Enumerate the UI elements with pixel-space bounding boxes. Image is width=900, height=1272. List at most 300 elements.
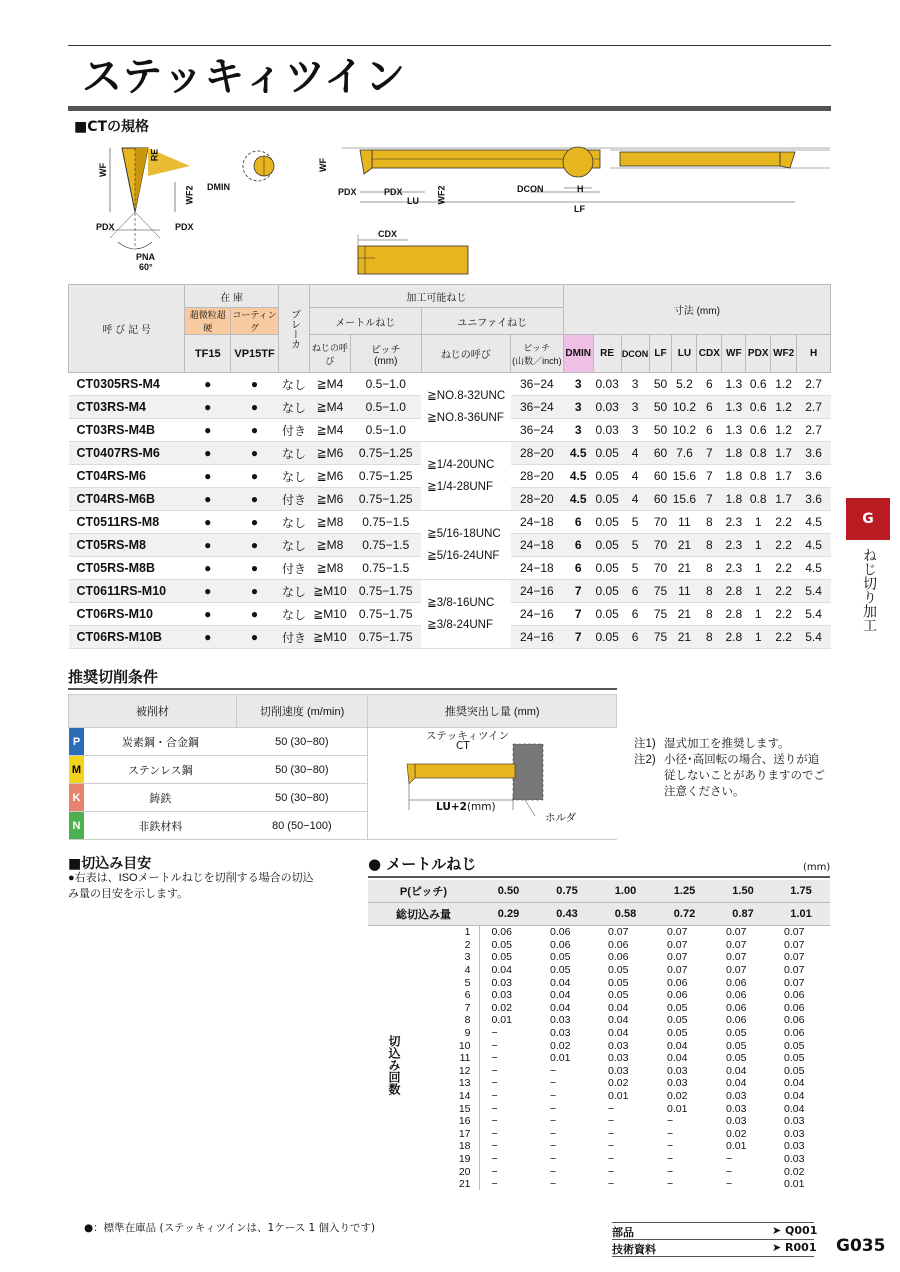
th-dcon: DCON xyxy=(621,335,649,373)
depth-value: 0.05 xyxy=(479,939,538,952)
label-wf: WF xyxy=(98,163,108,177)
depth-value: − xyxy=(479,1090,538,1103)
depth-value: 0.03 xyxy=(726,1090,747,1103)
dim-h: 3.6 xyxy=(797,488,831,511)
th-grade2: コーティング xyxy=(231,308,279,335)
dim-dmin: 6 xyxy=(563,511,593,534)
cutting-speed: 50 (30−80) xyxy=(236,756,368,784)
footer-rule-2 xyxy=(612,1239,814,1240)
metric-thread: ≧M6 xyxy=(309,465,350,488)
material: 鋳鉄 xyxy=(84,784,236,812)
material: 非鉄材料 xyxy=(84,812,236,840)
depth-value: 0.03 xyxy=(479,989,538,1002)
dim-re: 0.05 xyxy=(593,580,621,603)
depth-value: − xyxy=(608,1115,615,1128)
top-rule xyxy=(68,45,831,46)
unified-thread: ≧5/16-18UNC ≧5/16-24UNF xyxy=(421,511,510,580)
dim-h: 3.6 xyxy=(797,465,831,488)
breaker: 付き xyxy=(278,488,309,511)
dim-cdx: 8 xyxy=(697,557,722,580)
th-threads: 加工可能ねじ xyxy=(309,285,563,308)
stock-tf15: ● xyxy=(185,396,231,419)
metric-thread: ≧M4 xyxy=(309,373,350,396)
depth-value: 0.06 xyxy=(667,989,688,1002)
dim-lu: 21 xyxy=(672,626,697,649)
dim-wf2: 2.2 xyxy=(771,511,797,534)
stock-vp15tf: ● xyxy=(231,534,279,557)
depth-value: 0.06 xyxy=(784,989,805,1002)
depth-value: 0.05 xyxy=(550,964,571,977)
dim-cdx: 7 xyxy=(697,442,722,465)
stock-tf15: ● xyxy=(185,534,231,557)
th-material: 被削材 xyxy=(69,695,237,728)
metric-thread: ≧M6 xyxy=(309,442,350,465)
th-metric-name: ねじの呼び xyxy=(309,335,350,373)
depth-value: − xyxy=(608,1102,615,1115)
dim-re: 0.05 xyxy=(593,442,621,465)
depth-value: 0.05 xyxy=(608,976,629,989)
unified-pitch: 24−16 xyxy=(511,626,564,649)
dim-dmin: 6 xyxy=(563,534,593,557)
depth-value: 0.04 xyxy=(726,1077,747,1090)
product-code: CT06RS-M10 xyxy=(69,603,185,626)
th-unified-pitch: ピッチ (山数／inch) xyxy=(511,335,564,373)
label-dmin: DMIN xyxy=(207,182,230,192)
depth-value: − xyxy=(726,1165,733,1178)
pitch-3: 1.25 xyxy=(655,880,714,903)
th-dims: 寸法 (mm) xyxy=(563,285,830,335)
depth-value: 0.04 xyxy=(608,1027,629,1040)
dim-lu: 11 xyxy=(672,511,697,534)
breaker: なし xyxy=(278,603,309,626)
breaker: なし xyxy=(278,396,309,419)
passes-spacer xyxy=(368,989,423,1002)
cutting-speed: 80 (50−100) xyxy=(236,812,368,840)
passes-spacer xyxy=(368,976,423,989)
metric-pitch: 0.75−1.25 xyxy=(350,442,421,465)
th-breaker: ブレーカ xyxy=(278,285,309,373)
breaker: なし xyxy=(278,442,309,465)
dim-lf: 75 xyxy=(649,603,672,626)
pass-number: 8 xyxy=(464,1014,471,1027)
iso-letter-p: P xyxy=(69,728,85,756)
depth-value: 0.01 xyxy=(667,1102,688,1115)
dim-wf2: 1.2 xyxy=(771,419,797,442)
dim-wf2: 1.7 xyxy=(771,465,797,488)
label-cdx: CDX xyxy=(378,229,398,239)
dim-h: 2.7 xyxy=(797,419,831,442)
depth-value: − xyxy=(550,1127,557,1140)
depth-value: 0.03 xyxy=(726,1115,747,1128)
unified-pitch: 28−20 xyxy=(511,465,564,488)
metric-pitch: 0.75−1.5 xyxy=(350,534,421,557)
depth-value: 0.05 xyxy=(608,964,629,977)
depth-value: − xyxy=(550,1178,557,1191)
dim-wf: 2.8 xyxy=(722,603,746,626)
depth-value: − xyxy=(479,1052,538,1065)
depth-value: − xyxy=(608,1178,615,1191)
depth-value: 0.06 xyxy=(726,1001,747,1014)
ref-parts-label: 部品 xyxy=(612,1226,634,1239)
pitch-4: 1.50 xyxy=(714,880,772,903)
dim-lf: 60 xyxy=(649,442,672,465)
depth-value: 0.07 xyxy=(784,964,805,977)
depth-value: 0.01 xyxy=(726,1140,747,1153)
dim-pdx: 0.6 xyxy=(746,396,771,419)
unified-thread: ≧1/4-20UNC ≧1/4-28UNF xyxy=(421,442,510,511)
depth-value: 0.03 xyxy=(608,1064,629,1077)
dim-lf: 75 xyxy=(649,626,672,649)
th-metric: メートルねじ xyxy=(309,308,421,335)
dim-h: 2.7 xyxy=(797,396,831,419)
section-tab-g[interactable]: G xyxy=(846,498,890,540)
pass-number: 7 xyxy=(464,1001,471,1014)
unified-pitch: 24−18 xyxy=(511,557,564,580)
cdx-drawing xyxy=(358,234,468,274)
th-re: RE xyxy=(593,335,621,373)
depth-value: − xyxy=(726,1152,733,1165)
depth-value: 0.03 xyxy=(550,1027,571,1040)
stock-vp15tf: ● xyxy=(231,488,279,511)
dim-wf: 1.3 xyxy=(722,396,746,419)
pitch-5: 1.75 xyxy=(772,880,830,903)
dim-pdx: 1 xyxy=(746,557,771,580)
depth-value: − xyxy=(667,1140,674,1153)
depth-unit: (mm) xyxy=(803,862,831,873)
depth-value: 0.04 xyxy=(550,976,571,989)
stock-vp15tf: ● xyxy=(231,419,279,442)
dim-pdx: 1 xyxy=(746,626,771,649)
depth-value: − xyxy=(479,1115,538,1128)
depth-value: 0.04 xyxy=(608,1001,629,1014)
dim-lf: 70 xyxy=(649,534,672,557)
dim-pdx: 0.6 xyxy=(746,373,771,396)
depth-value: 0.07 xyxy=(667,964,688,977)
depth-table-title: ● メートルねじ xyxy=(368,855,477,873)
stock-tf15: ● xyxy=(185,465,231,488)
passes-spacer xyxy=(368,1178,423,1191)
material: ステンレス鋼 xyxy=(84,756,236,784)
dim-lf: 50 xyxy=(649,373,672,396)
passes-spacer xyxy=(368,939,423,952)
dmin-section-drawing xyxy=(243,151,274,181)
metric-pitch: 0.75−1.5 xyxy=(350,557,421,580)
depth-value: 0.05 xyxy=(608,989,629,1002)
pitch-0: 0.50 xyxy=(479,880,538,903)
dim-re: 0.05 xyxy=(593,465,621,488)
depth-value: − xyxy=(667,1127,674,1140)
metric-pitch: 0.5−1.0 xyxy=(350,373,421,396)
th-cdx: CDX xyxy=(697,335,722,373)
stock-vp15tf: ● xyxy=(231,511,279,534)
th-lf: LF xyxy=(649,335,672,373)
depth-value: − xyxy=(667,1178,674,1191)
unified-pitch: 24−18 xyxy=(511,511,564,534)
depth-value: 0.04 xyxy=(550,1001,571,1014)
pass-number: 6 xyxy=(464,989,471,1002)
passes-spacer xyxy=(368,1165,423,1178)
depth-value: 0.04 xyxy=(784,1090,805,1103)
stock-vp15tf: ● xyxy=(231,603,279,626)
dim-lu: 21 xyxy=(672,534,697,557)
stock-tf15: ● xyxy=(185,580,231,603)
depth-value: − xyxy=(608,1127,615,1140)
depth-value: − xyxy=(479,1102,538,1115)
metric-pitch: 0.5−1.0 xyxy=(350,419,421,442)
label-wf2: WF2 xyxy=(184,185,195,205)
stock-vp15tf: ● xyxy=(231,580,279,603)
pitch-2: 1.00 xyxy=(596,880,655,903)
dim-dcon: 4 xyxy=(621,488,649,511)
metric-pitch: 0.75−1.25 xyxy=(350,465,421,488)
passes-spacer xyxy=(368,1002,423,1015)
dim-lu: 10.2 xyxy=(672,419,697,442)
dim-lu: 10.2 xyxy=(672,396,697,419)
depth-value: 0.02 xyxy=(726,1127,747,1140)
dim-wf: 2.8 xyxy=(722,626,746,649)
dim-lf: 75 xyxy=(649,580,672,603)
page-number: G035 xyxy=(836,1236,886,1256)
th-wf2: WF2 xyxy=(771,335,797,373)
depth-value: 0.05 xyxy=(784,1064,805,1077)
metric-pitch: 0.75−1.5 xyxy=(350,511,421,534)
pass-number: 18 xyxy=(458,1140,471,1153)
dim-lu: 7.6 xyxy=(672,442,697,465)
dim-dmin: 7 xyxy=(563,603,593,626)
tool-dimension-diagram xyxy=(90,138,840,278)
th-code: 呼 び 記 号 xyxy=(69,285,185,373)
fig-label-product: ステッキィツイン xyxy=(426,730,509,742)
depth-value: 0.05 xyxy=(479,951,538,964)
label-lu: LU xyxy=(407,196,419,206)
label-pdx-side2: PDX xyxy=(384,187,403,197)
dim-re: 0.05 xyxy=(593,557,621,580)
depth-value: 0.06 xyxy=(667,976,688,989)
product-code: CT0407RS-M6 xyxy=(69,442,185,465)
dim-re: 0.03 xyxy=(593,419,621,442)
pass-number: 5 xyxy=(464,976,471,989)
dim-re: 0.03 xyxy=(593,396,621,419)
dim-wf: 2.3 xyxy=(722,557,746,580)
tool-side-drawing xyxy=(342,147,830,202)
total-4: 0.87 xyxy=(714,903,772,926)
depth-value: 0.06 xyxy=(726,976,747,989)
depth-value: 0.05 xyxy=(726,1027,747,1040)
dim-dmin: 4.5 xyxy=(563,488,593,511)
dim-pdx: 0.8 xyxy=(746,465,771,488)
dim-wf: 1.8 xyxy=(722,442,746,465)
breaker: なし xyxy=(278,534,309,557)
stock-vp15tf: ● xyxy=(231,465,279,488)
pass-number: 2 xyxy=(464,938,471,951)
depth-value: 0.06 xyxy=(784,1014,805,1027)
label-pna: PNA xyxy=(136,252,156,262)
depth-value: 0.07 xyxy=(667,938,688,951)
dim-h: 4.5 xyxy=(797,557,831,580)
dim-re: 0.05 xyxy=(593,488,621,511)
dim-re: 0.05 xyxy=(593,626,621,649)
stock-tf15: ● xyxy=(185,442,231,465)
dim-cdx: 8 xyxy=(697,511,722,534)
iso-letter-m: M xyxy=(69,756,85,784)
unified-pitch: 24−16 xyxy=(511,603,564,626)
depth-value: 0.07 xyxy=(608,926,629,939)
depth-value: − xyxy=(550,1102,557,1115)
passes-label: 切込み回数 xyxy=(387,1035,401,1095)
depth-value: 0.07 xyxy=(784,951,805,964)
label-dcon: DCON xyxy=(517,184,544,194)
product-code: CT04RS-M6B xyxy=(69,488,185,511)
dim-re: 0.05 xyxy=(593,603,621,626)
dim-dmin: 3 xyxy=(563,396,593,419)
dim-h: 4.5 xyxy=(797,511,831,534)
depth-value: − xyxy=(667,1165,674,1178)
th-unified-name: ねじの呼び xyxy=(421,335,510,373)
dim-dcon: 3 xyxy=(621,396,649,419)
depth-value: 0.03 xyxy=(479,976,538,989)
th-overhang: 推奨突出し量 (mm) xyxy=(368,695,617,728)
breaker: 付き xyxy=(278,626,309,649)
depth-value: − xyxy=(479,1077,538,1090)
depth-value: 0.06 xyxy=(726,989,747,1002)
dim-wf2: 2.2 xyxy=(771,534,797,557)
depth-value: 0.05 xyxy=(726,1052,747,1065)
note-1: 注1) 湿式加工を推奨します。 xyxy=(634,738,790,750)
pass-number: 9 xyxy=(464,1027,471,1040)
metric-pitch: 0.5−1.0 xyxy=(350,396,421,419)
breaker: 付き xyxy=(278,419,309,442)
product-code: CT0511RS-M8 xyxy=(69,511,185,534)
th-metric-pitch: ピッチ (mm) xyxy=(350,335,421,373)
pass-number: 16 xyxy=(458,1115,471,1128)
breaker: なし xyxy=(278,465,309,488)
metric-thread: ≧M10 xyxy=(309,580,350,603)
dim-lf: 70 xyxy=(649,511,672,534)
pitch-1: 0.75 xyxy=(538,880,596,903)
tip-profile-drawing xyxy=(110,148,190,249)
depth-value: 0.04 xyxy=(667,1052,688,1065)
depth-value: 0.06 xyxy=(784,1027,805,1040)
dim-re: 0.03 xyxy=(593,373,621,396)
dim-h: 5.4 xyxy=(797,626,831,649)
title-underline xyxy=(68,106,831,111)
depth-value: 0.04 xyxy=(479,964,538,977)
unified-pitch: 28−20 xyxy=(511,442,564,465)
passes-spacer xyxy=(368,1140,423,1153)
legend-note: ●：標準在庫品 (ステッキィツインは、1ケース 1 個入りです) xyxy=(84,1222,376,1234)
passes-spacer xyxy=(368,1153,423,1166)
stock-vp15tf: ● xyxy=(231,396,279,419)
depth-value: 0.03 xyxy=(667,1064,688,1077)
product-code: CT05RS-M8B xyxy=(69,557,185,580)
dim-cdx: 6 xyxy=(697,373,722,396)
stock-tf15: ● xyxy=(185,511,231,534)
dim-pdx: 0.8 xyxy=(746,442,771,465)
depth-value: 0.07 xyxy=(784,938,805,951)
pass-number: 13 xyxy=(458,1077,471,1090)
depth-value: 0.03 xyxy=(726,1102,747,1115)
dim-lu: 21 xyxy=(672,603,697,626)
dim-re: 0.05 xyxy=(593,534,621,557)
dim-re: 0.05 xyxy=(593,511,621,534)
breaker: なし xyxy=(278,511,309,534)
depth-value: − xyxy=(667,1115,674,1128)
cond-title: 推奨切削条件 xyxy=(68,668,159,686)
metric-pitch: 0.75−1.25 xyxy=(350,488,421,511)
depth-value: 0.01 xyxy=(479,1014,538,1027)
depth-value: − xyxy=(726,1178,733,1191)
th-lu: LU xyxy=(672,335,697,373)
dim-h: 5.4 xyxy=(797,603,831,626)
dim-wf2: 1.2 xyxy=(771,396,797,419)
label-lf: LF xyxy=(574,204,585,214)
total-5: 1.01 xyxy=(772,903,830,926)
total-3: 0.72 xyxy=(655,903,714,926)
depth-value: − xyxy=(479,1027,538,1040)
th-unified: ユニファイねじ xyxy=(421,308,563,335)
dim-pdx: 1 xyxy=(746,603,771,626)
depth-value: 0.07 xyxy=(726,938,747,951)
unified-pitch: 36−24 xyxy=(511,373,564,396)
dim-lu: 15.6 xyxy=(672,465,697,488)
product-code: CT03RS-M4 xyxy=(69,396,185,419)
depth-value: 0.02 xyxy=(550,1039,571,1052)
metric-thread: ≧M4 xyxy=(309,396,350,419)
label-wf2-side: WF2 xyxy=(436,185,447,205)
depth-value: 0.01 xyxy=(784,1178,805,1191)
dim-pdx: 1 xyxy=(746,580,771,603)
depth-value: − xyxy=(550,1090,557,1103)
depth-value: 0.07 xyxy=(726,951,747,964)
dim-cdx: 6 xyxy=(697,396,722,419)
note-2: 注2) 小径･高回転の場合、送りが追従しないことがありますのでご注意ください。 xyxy=(634,754,825,798)
passes-spacer xyxy=(368,1115,423,1128)
depth-value: 0.05 xyxy=(550,951,571,964)
depth-value: 0.02 xyxy=(479,1002,538,1015)
depth-value: 0.01 xyxy=(550,1052,571,1065)
depth-value: 0.07 xyxy=(726,926,747,939)
dim-pdx: 0.6 xyxy=(746,419,771,442)
th-total: 総切込み量 xyxy=(368,903,479,926)
metric-pitch: 0.75−1.75 xyxy=(350,626,421,649)
cutting-speed: 50 (30−80) xyxy=(236,728,368,756)
depth-value: 0.04 xyxy=(784,1077,805,1090)
pass-number: 20 xyxy=(458,1165,471,1178)
dim-wf2: 2.2 xyxy=(771,557,797,580)
th-tf15: TF15 xyxy=(185,335,231,373)
label-pdx-right: PDX xyxy=(175,222,194,232)
label-pna-angle: 60° xyxy=(139,262,153,272)
depth-value: 0.03 xyxy=(667,1077,688,1090)
dim-dcon: 4 xyxy=(621,442,649,465)
cond-rule xyxy=(68,688,617,690)
ref-tech-label: 技術資料 xyxy=(612,1243,656,1256)
dim-wf2: 1.7 xyxy=(771,442,797,465)
depth-value: − xyxy=(608,1152,615,1165)
depth-value: − xyxy=(479,1165,538,1178)
dim-wf2: 2.2 xyxy=(771,580,797,603)
stock-tf15: ● xyxy=(185,488,231,511)
th-speed: 切削速度 (m/min) xyxy=(236,695,368,728)
depth-value: 0.05 xyxy=(667,1027,688,1040)
passes-spacer xyxy=(368,926,423,939)
notes xyxy=(634,736,829,800)
stock-vp15tf: ● xyxy=(231,373,279,396)
ref-tech-link[interactable]: ➤ R001 xyxy=(772,1241,817,1254)
ref-parts-link[interactable]: ➤ Q001 xyxy=(772,1224,818,1237)
depth-value: 0.03 xyxy=(608,1039,629,1052)
pass-number: 11 xyxy=(459,1052,471,1065)
